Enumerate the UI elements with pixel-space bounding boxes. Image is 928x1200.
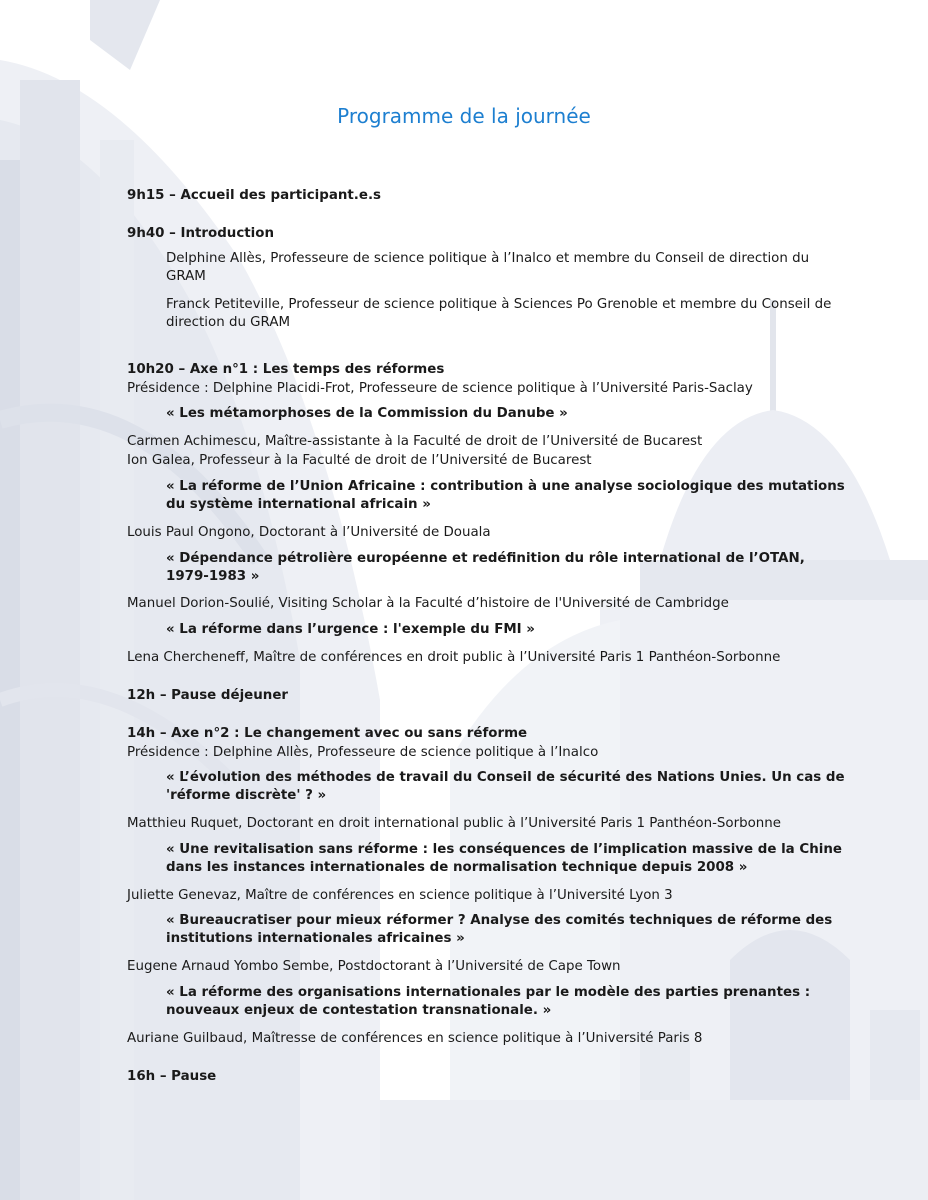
- talk-title: « Bureaucratiser pour mieux réformer ? Analyse des comités techniques de réforme des: [166, 913, 833, 928]
- page-title: Programme de la journée: [337, 104, 591, 128]
- speaker-line: Carmen Achimescu, Maître-assistante à la Faculté de droit de l’Université de Bucarest: [127, 434, 703, 449]
- talk-title: « Dépendance pétrolière européenne et redéfinition du rôle international de l’OTAN,: [166, 551, 805, 566]
- talk-title: du système international africain »: [166, 497, 431, 512]
- session-welcome: 9h15 – Accueil des participant.e.s: [127, 188, 382, 203]
- session-axe-2: 14h – Axe n°2 : Le changement avec ou sans réforme: [127, 726, 528, 741]
- talk-title: nouveaux enjeux de contestation transnationale. »: [166, 1003, 552, 1018]
- speaker-line: Louis Paul Ongono, Doctorant à l’Université de Douala: [127, 525, 491, 540]
- session-lunch: 12h – Pause déjeuner: [127, 688, 289, 703]
- speaker-line: Delphine Allès, Professeure de science politique à l’Inalco et membre du Conseil de direction du: [166, 251, 810, 266]
- talk-title: « La réforme dans l’urgence : l'exemple du FMI »: [166, 622, 535, 637]
- speaker-line: direction du GRAM: [166, 315, 291, 330]
- talk-title: 'réforme discrète' ? »: [166, 788, 327, 803]
- talk-title: 1979-1983 »: [166, 569, 260, 584]
- session-break: 16h – Pause: [127, 1069, 217, 1084]
- session-presidence: Présidence : Delphine Placidi-Frot, Professeure de science politique à l’Université Paris-Saclay: [127, 381, 753, 396]
- speaker-line: Franck Petiteville, Professeur de science politique à Sciences Po Grenoble et membre du Conseil de: [166, 297, 832, 312]
- session-presidence: Présidence : Delphine Allès, Professeure de science politique à l’Inalco: [127, 745, 599, 760]
- speaker-line: Manuel Dorion-Soulié, Visiting Scholar à la Faculté d’histoire de l'Université de Cambridge: [127, 596, 729, 611]
- talk-title: institutions internationales africaines »: [166, 931, 465, 946]
- talk-title: « Les métamorphoses de la Commission du Danube »: [166, 406, 568, 421]
- speaker-line: Juliette Genevaz, Maître de conférences en science politique à l’Université Lyon 3: [127, 888, 673, 903]
- speaker-line: Eugene Arnaud Yombo Sembe, Postdoctorant à l’Université de Cape Town: [127, 959, 621, 974]
- speaker-line: GRAM: [166, 269, 206, 284]
- speaker-line: Ion Galea, Professeur à la Faculté de droit de l’Université de Bucarest: [127, 453, 592, 468]
- session-axe-1: 10h20 – Axe n°1 : Les temps des réformes: [127, 362, 445, 377]
- speaker-line: Lena Chercheneff, Maître de conférences en droit public à l’Université Paris 1 Panthéon-Sorbonne: [127, 650, 781, 665]
- session-introduction: 9h40 – Introduction: [127, 226, 275, 241]
- talk-title: « L’évolution des méthodes de travail du Conseil de sécurité des Nations Unies. Un cas de: [166, 770, 845, 785]
- talk-title: « La réforme des organisations internationales par le modèle des parties prenantes :: [166, 985, 811, 1000]
- speaker-line: Matthieu Ruquet, Doctorant en droit international public à l’Université Paris 1 Panthéon-Sorbonne: [127, 816, 782, 831]
- talk-title: dans les instances internationales de normalisation technique depuis 2008 »: [166, 860, 748, 875]
- talk-title: « Une revitalisation sans réforme : les conséquences de l’implication massive de la Chine: [166, 842, 842, 857]
- speaker-line: Auriane Guilbaud, Maîtresse de conférences en science politique à l’Université Paris 8: [127, 1031, 703, 1046]
- talk-title: « La réforme de l’Union Africaine : contribution à une analyse sociologique des mutations: [166, 479, 845, 494]
